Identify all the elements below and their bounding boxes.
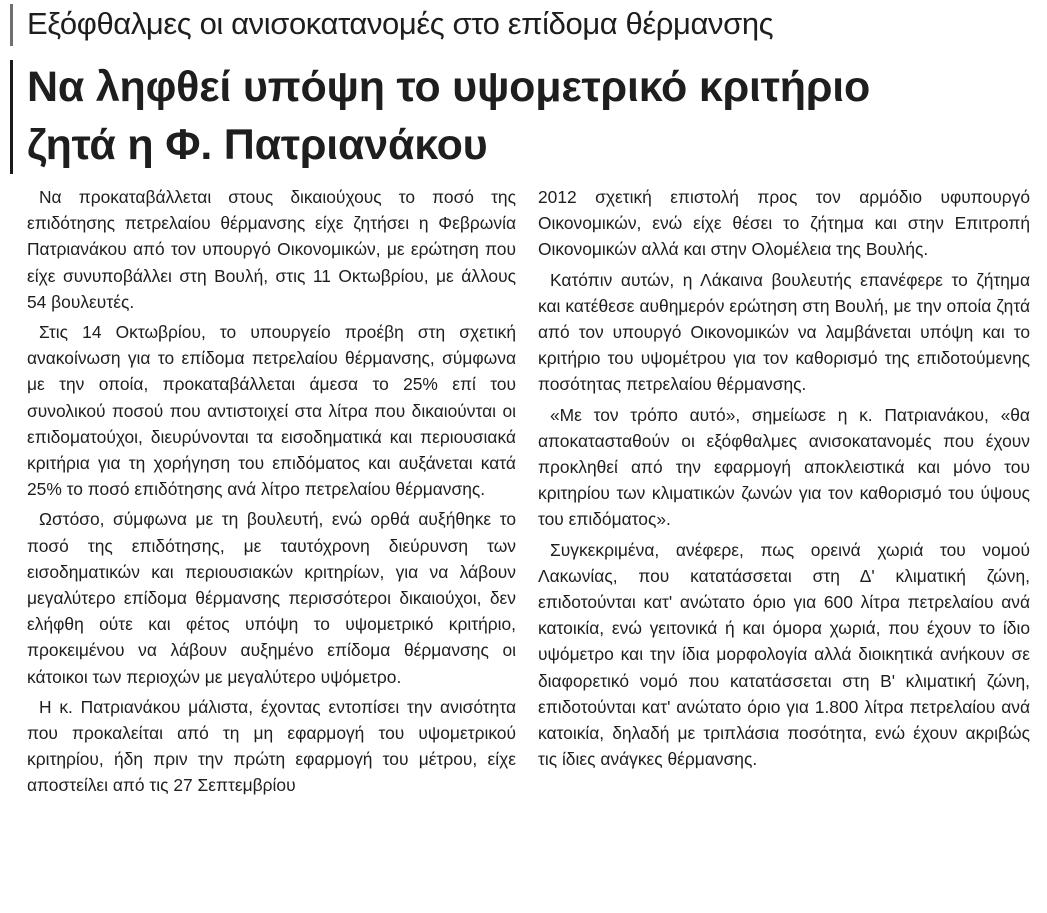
headline-line-2: ζητά η Φ. Πατριανάκου <box>27 121 488 169</box>
article-column-right <box>538 184 1030 776</box>
paragraph-continued: 2012 σχετική επιστολή προς τον αρμόδιο υφυπουργό Οικονομικών, ενώ είχε θέσει το ζήτημα και στην Επιτροπή Οικονομικών αλλά και στην Ολομέλεια της Βουλής. <box>538 187 1030 260</box>
paragraph: Η κ. Πατριανάκου μάλιστα, έχοντας εντοπίσει την ανισότητα που προκαλείται από τη μη εφαρμογή του υψομετρικού κριτηρίου, ήδη πριν την πρώτη εφαρμογή του μέτρου, είχε αποστείλει από τις 27 Σεπτεμβρίου <box>27 696 516 796</box>
paragraph: Να προκαταβάλλεται στους δικαιούχους το ποσό της επιδότησης πετρελαίου θέρμανσης είχε ζητήσει η Φεβρωνία Πατριανάκου από τον υπουργό Οικονομικών, με ερώτηση που είχε συνυποβάλλει στη Βουλή, στις 11 Οκτωβρίου, με άλλους 54 βουλευτές. <box>27 187 516 312</box>
paragraph: Ωστόσο, σύμφωνα με τη βουλευτή, ενώ ορθά αυξήθηκε το ποσό της επιδότησης, με ταυτόχρονη διεύρυνση των εισοδηματικών και περιουσιακών κριτηρίων, για να λάβουν μεγαλύτερο επίδομα θέρμανσης περισσότεροι δικαιούχοι, δεν ελήφθη ούτε και φέτος υπόψη το υψομετρικό κριτήριο, προκειμένου να λάβουν αυξημένο επίδομα θέρμανσης οι κάτοικοι των περιοχών με μεγαλύτερο υψόμετρο. <box>27 509 516 687</box>
article-column-left <box>27 184 516 803</box>
paragraph: Στις 14 Οκτωβρίου, το υπουργείο προέβη στη σχετική ανακοίνωση για το επίδομα πετρελαίου θέρμανσης, σύμφωνα με την οποία, προκαταβάλλεται άμεσα το 25% επί του συνολικού ποσού που αντιστοιχεί στα λίτρα που δικαιούνται οι επιδοματούχοι, διευρύνονται τα εισοδηματικά και περιουσιακά κριτήρια για τη χορήγηση του επιδόματος και αυξάνεται κατά 25% το ποσό επιδότησης ανά λίτρο πετρελαίου θέρμανσης. <box>27 322 516 500</box>
article-kicker: Εξόφθαλμες οι ανισοκατανομές στο επίδομα θέρμανσης <box>27 6 774 41</box>
article-headline <box>27 58 967 174</box>
headline-rule <box>10 60 13 174</box>
headline-line-1: Να ληφθεί υπόψη το υψομετρικό κριτήριο <box>27 63 871 111</box>
kicker-rule <box>10 4 13 46</box>
paragraph: «Με τον τρόπο αυτό», σημείωσε η κ. Πατριανάκου, «θα αποκατασταθούν οι εξόφθαλμες ανισοκατανομές που έχουν προκληθεί από την εφαρμογή αποκλειστικά και μόνο του κριτηρίου των κλιματικών ζωνών για τον καθορισμό του ύψους του επιδόματος». <box>538 404 1030 530</box>
paragraph: Συγκεκριμένα, ανέφερε, πως ορεινά χωριά του νομού Λακωνίας, που κατατάσσεται στη Δ' κλιματική ζώνη, επιδοτούνται κατ' ανώτατο όριο για 600 λίτρα πετρελαίου ανά κατοικία, ενώ γειτονικά ή και όμορα χωριά, που έχουν το ίδιο υψόμετρο και την ίδια μορφολογία αλλά διοικητικά ανήκουν σε διαφορετικό νομό που κατατάσσεται στη Β' κλιματική ζώνη, επιδοτούνται κατ' ανώτατο όριο για 1.800 λίτρα πετρελαίου ανά κατοικία, δηλαδή με τριπλάσια ποσότητα, ενώ έχουν ακριβώς τις ίδιες ανάγκες θέρμανσης. <box>538 539 1030 770</box>
paragraph: Κατόπιν αυτών, η Λάκαινα βουλευτής επανέφερε το ζήτημα και κατέθεσε αυθημερόν ερώτηση στη Βουλή, με την οποία ζητά από τον υπουργό Οικονομικών να λαμβάνεται υπόψη και το κριτήριο του υψομέτρου για τον καθορισμό της επιδοτούμενης ποσότητας πετρελαίου θέρμανσης. <box>538 269 1030 395</box>
